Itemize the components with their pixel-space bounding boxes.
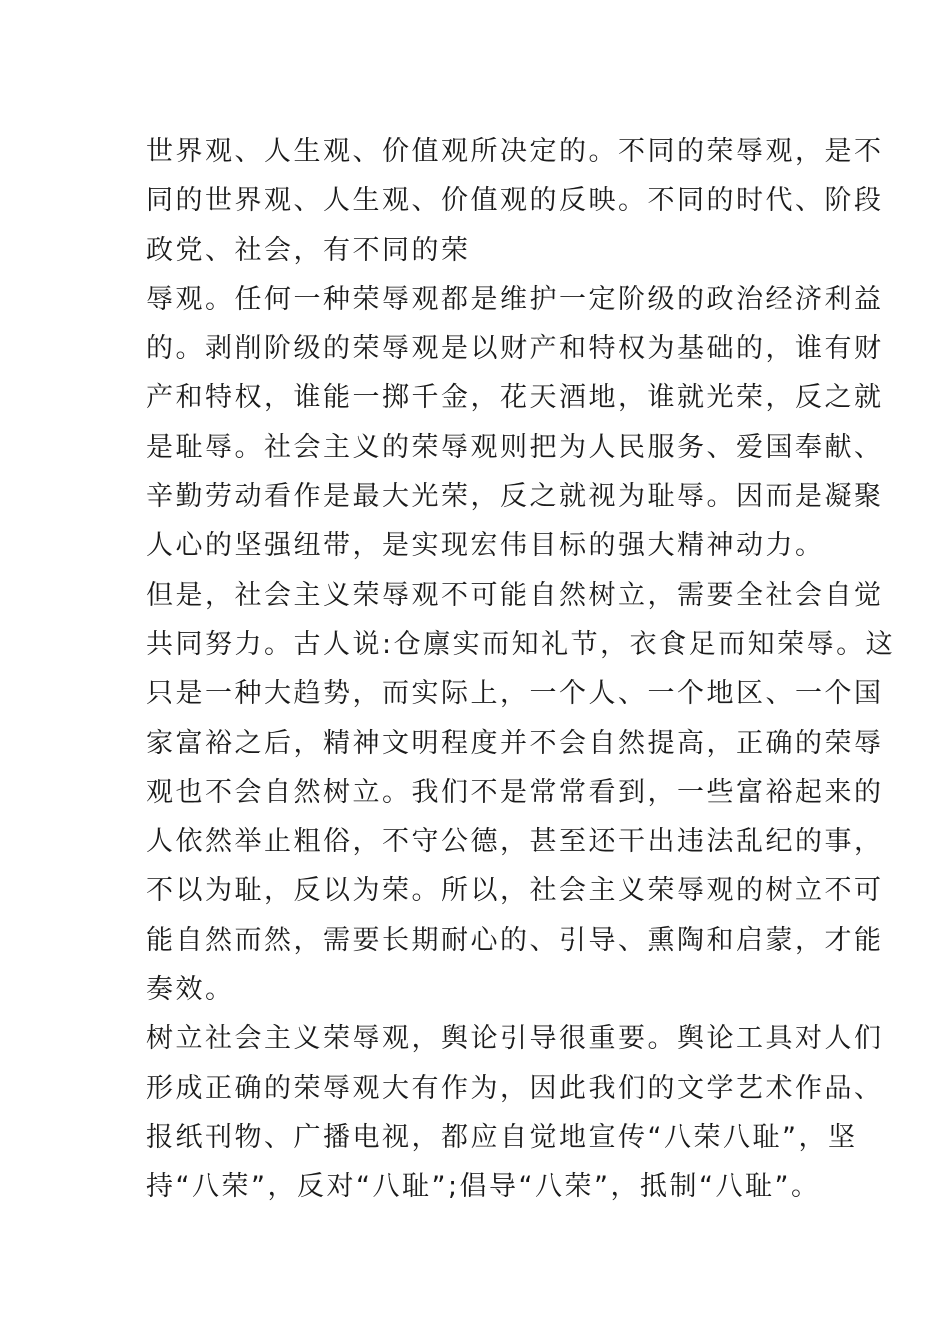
- text-line-10: 但是，社会主义荣辱观不可能自然树立，需要全社会自觉: [146, 579, 884, 611]
- text-line-22: 持“八荣”，反对“八耻”;倡导“八荣”，抵制“八耻”。: [146, 1171, 821, 1203]
- text-line-13: 家富裕之后，精神文明程度并不会自然提高，正确的荣辱: [146, 727, 884, 759]
- text-line-19: 树立社会主义荣辱观，舆论引导很重要。舆论工具对人们: [146, 1023, 884, 1055]
- text-line-11: 共同努力。古人说:仓廪实而知礼节，衣食足而知荣辱。这: [146, 628, 896, 660]
- text-line-12: 只是一种大趋势，而实际上，一个人、一个地区、一个国: [146, 678, 884, 710]
- body-text: [146, 127, 896, 1212]
- text-line-8: 辛勤劳动看作是最大光荣，反之就视为耻辱。因而是凝聚: [146, 481, 884, 513]
- text-line-9: 人心的坚强纽带，是实现宏伟目标的强大精神动力。: [146, 530, 825, 562]
- text-line-21: 报纸刊物、广播电视，都应自觉地宣传“八荣八耻”，坚: [146, 1121, 858, 1153]
- text-line-4: 辱观。任何一种荣辱观都是维护一定阶级的政治经济利益: [146, 283, 884, 315]
- text-line-20: 形成正确的荣辱观大有作为，因此我们的文学艺术作品、: [146, 1072, 884, 1104]
- text-line-3: 政党、社会，有不同的荣: [146, 234, 471, 266]
- text-line-18: 奏效。: [146, 974, 235, 1006]
- text-line-7: 是耻辱。社会主义的荣辱观则把为人民服务、爱国奉献、: [146, 431, 884, 463]
- text-line-15: 人依然举止粗俗，不守公德，甚至还干出违法乱纪的事，: [146, 826, 884, 858]
- text-line-6: 产和特权，谁能一掷千金，花天酒地，谁就光荣，反之就: [146, 382, 884, 414]
- text-line-16: 不以为耻，反以为荣。所以，社会主义荣辱观的树立不可: [146, 875, 884, 907]
- text-line-2: 同的世界观、人生观、价值观的反映。不同的时代、阶段: [146, 185, 884, 217]
- text-line-17: 能自然而然，需要长期耐心的、引导、熏陶和启蒙，才能: [146, 924, 884, 956]
- text-line-1: 世界观、人生观、价值观所决定的。不同的荣辱观，是不: [146, 136, 884, 167]
- text-line-14: 观也不会自然树立。我们不是常常看到，一些富裕起来的: [146, 776, 884, 808]
- text-line-5: 的。剥削阶级的荣辱观是以财产和特权为基础的，谁有财: [146, 333, 884, 365]
